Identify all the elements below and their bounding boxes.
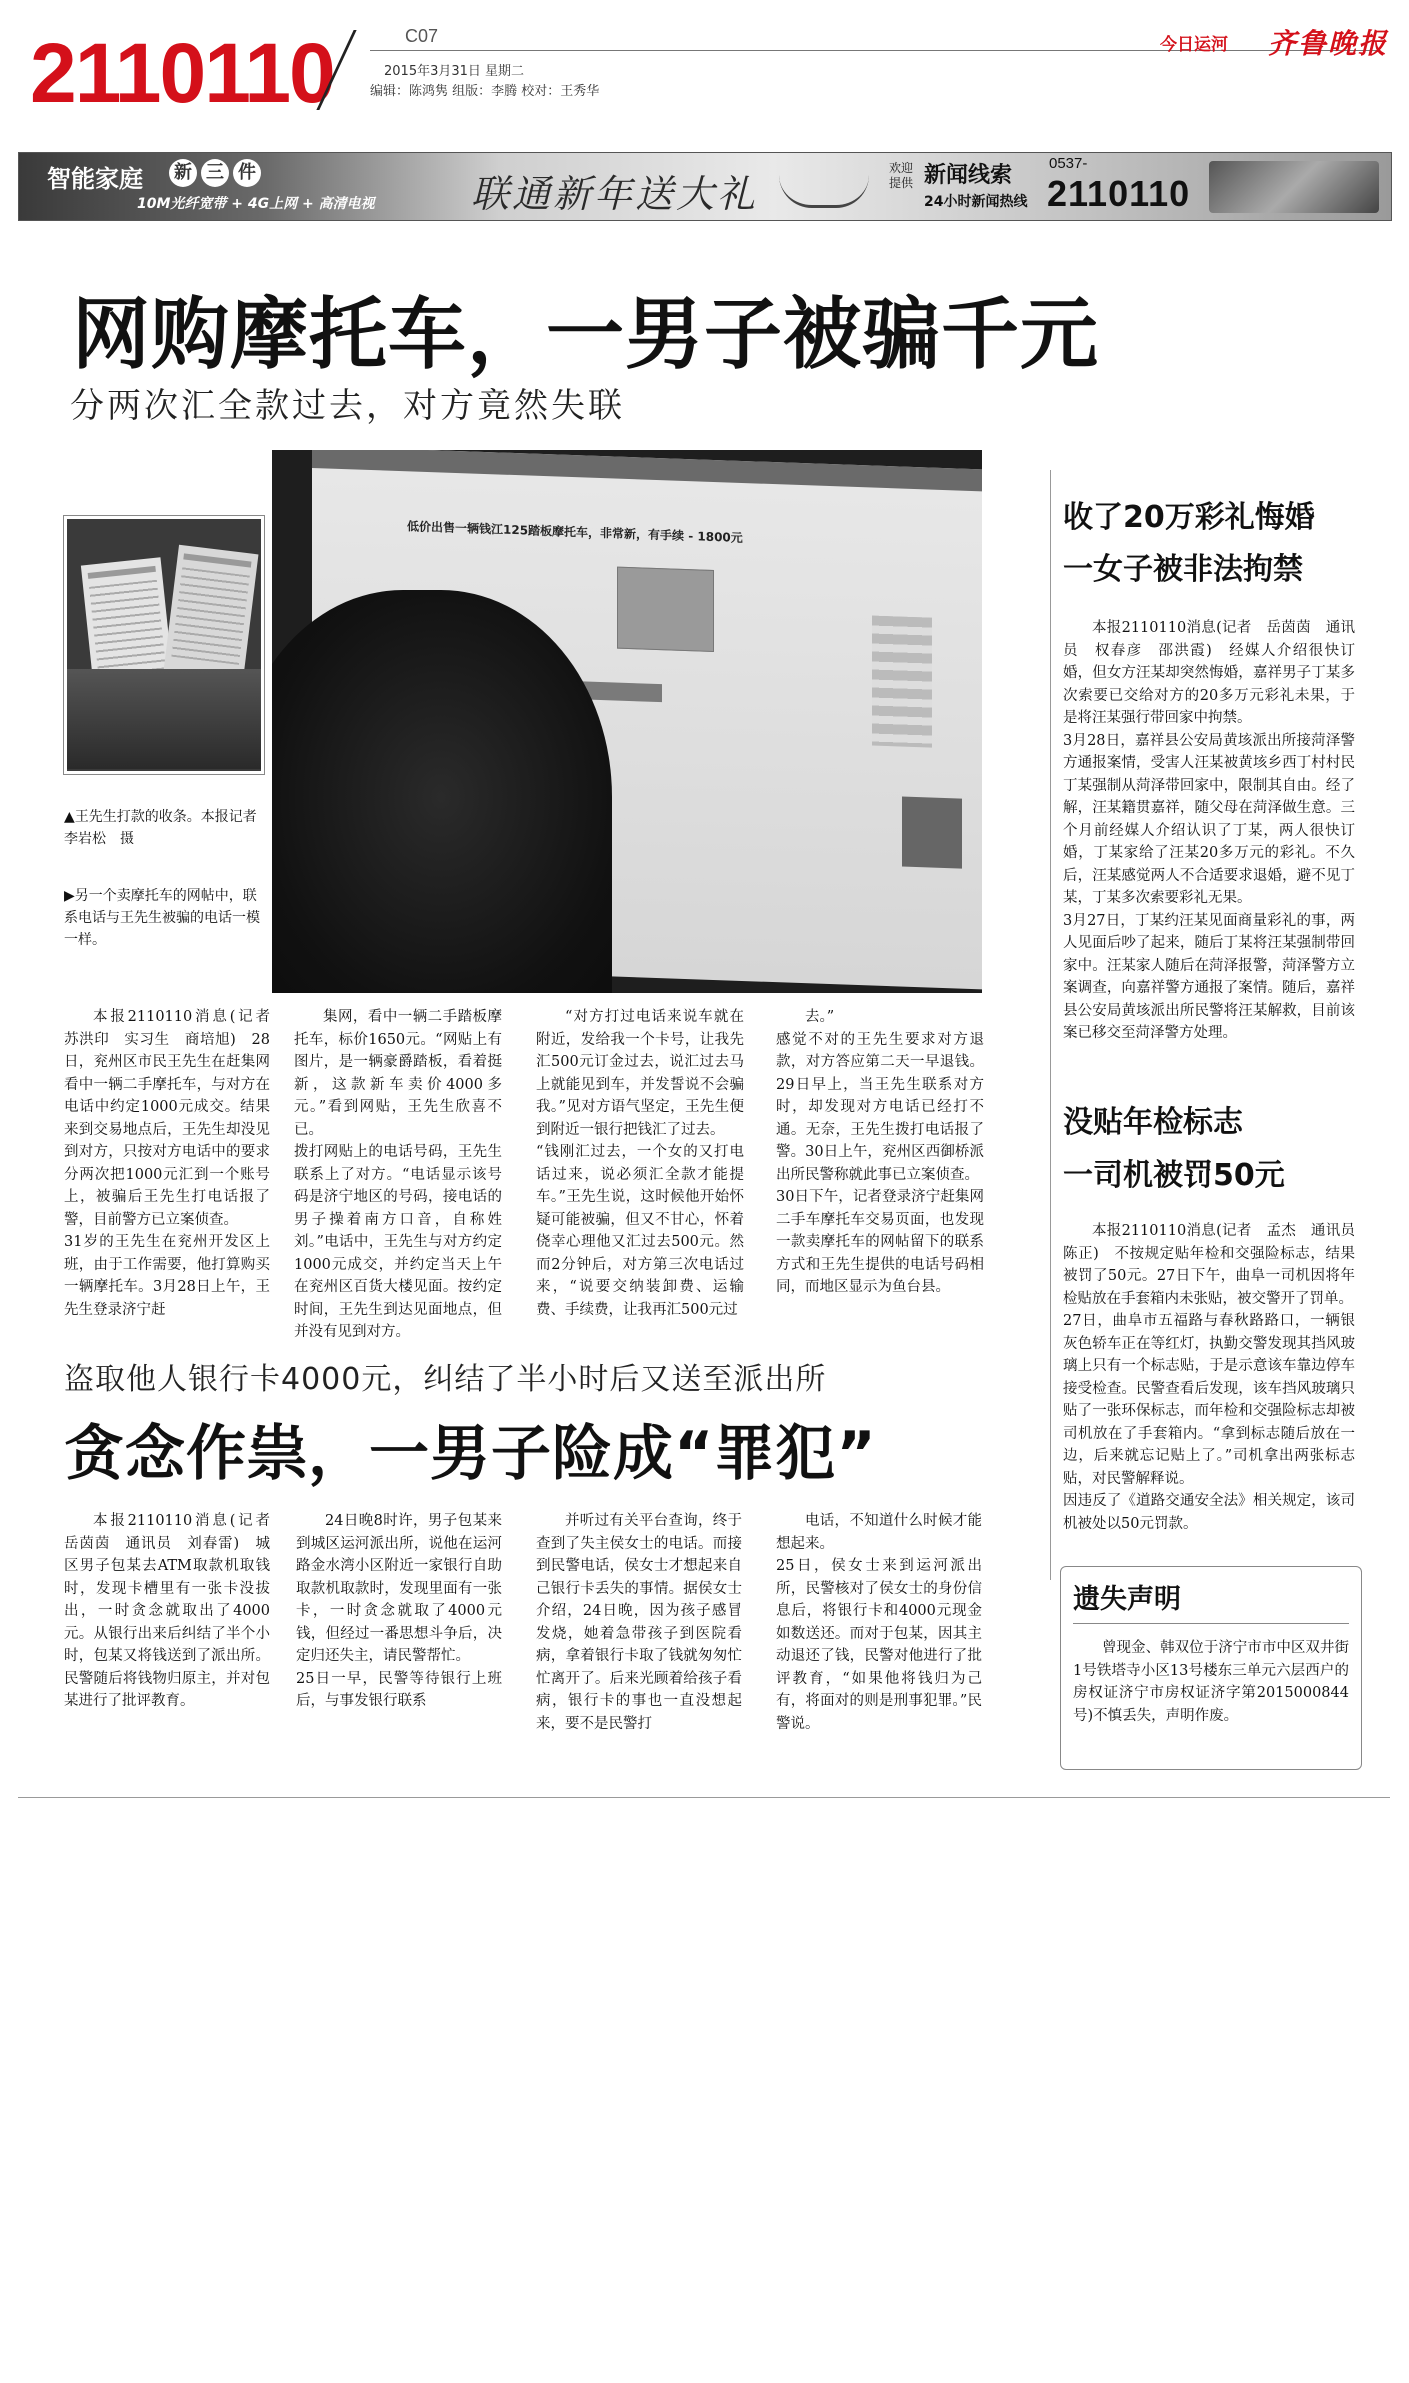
banner-welcome: 欢迎提供 (889, 161, 914, 190)
main-story-col-4 (776, 1006, 984, 1299)
banner-sub-items: 10M光纤宽带 + 4G上网 + 高清电视 (137, 196, 375, 212)
second-story-text-4: 电话，不知道什么时候才能想起来。 25日，侯女士来到运河派出所，民警核对了侯女士的身份信息后，将银行卡和4000元现金如数送还。而对于包某，因其主动退还了钱，民警对他进行了批评教育，“如果他将钱归为己有，将面对的则是刑事犯罪。”民警说。 (776, 1513, 982, 1732)
notice-text: 曾现金、韩双位于济宁市市中区双井街1号铁塔寺小区13号楼东三单元六层西户的房权证济宁市房权证济字第2015000844号)不慎丢失，声明作废。 (1073, 1640, 1349, 1724)
main-story-col-2 (294, 1006, 502, 1344)
masthead-top-rule (370, 50, 1380, 51)
screen-thumbnail (617, 567, 714, 652)
main-story-col-3 (536, 1006, 744, 1321)
sidebar2-body (1063, 1220, 1355, 1535)
screen-ad-image (902, 797, 962, 869)
sidebar2-text: 本报2110110消息(记者 孟杰 通讯员 陈正) 不按规定贴年检和交强险标志，结果被罚了50元。27日下午，曲阜一司机因将年检贴放在手套箱内未张贴，被交警开了罚单。 27日，曲阜市五福路与春秋路路口，一辆银灰色轿车正在等红灯，执勤交警发现其挡风玻璃上只有一个标志贴，于是示意该车靠边停车接受检查。民警查看后发现，该车挡风玻璃只贴了一张环保标志，而年检和交强险标志却被司机放在了手套箱内。“拿到标志随后放在一边，后来就忘记贴上了。”司机拿出两张标志贴，对民警解释说。 因违反了《道路交通安全法》相关规定，该司机被处以50元罚款。 (1063, 1223, 1355, 1532)
section-label: 今日运河 (1160, 35, 1228, 55)
second-story-kicker: 盗取他人银行卡4000元，纠结了半小时后又送至派出所 (64, 1362, 827, 1397)
second-story-text-2: 24日晚8时许，男子包某来到城区运河派出所，说他在运河路金水湾小区附近一家银行自助取款机取款时，发现里面有一张卡，一时贪念就取了4000元钱，但经过一番思想斗争后，决定归还失主，请民警帮忙。 25日一早，民警等待银行上班后，与事发银行联系 (296, 1513, 502, 1709)
main-subheadline: 分两次汇全款过去，对方竟然失联 (70, 386, 625, 426)
banner-badge-piece: 件 (233, 159, 261, 187)
second-story-col-4 (776, 1510, 982, 1735)
sidebar1-body (1063, 617, 1355, 1045)
banner-badge-new: 新 (169, 159, 197, 187)
sidebar1-text: 本报2110110消息(记者 岳茵茵 通讯员 权春彦 邵洪霞) 经媒人介绍很快订婚，但女方汪某却突然悔婚，嘉祥男子丁某多次索要已交给对方的20多万元彩礼未果，于是将汪某强行带回家中拘禁。 3月28日，嘉祥县公安局黄垓派出所接菏泽警方通报案情，受害人汪某被黄垓乡西丁村村民丁某强制从菏泽带回家中，限制其自由。经了解，汪某籍贯嘉祥，随父母在菏泽做生意。三个月前经媒人介绍认识了丁某，两人很快订婚，丁某家给了汪某20多万元的彩礼。不久后，汪某感觉两人不合适要求退婚，避不见丁某，丁某多次索要彩礼无果。 3月27日，丁某约汪某见面商量彩礼的事，两人见面后吵了起来，随后丁某将汪某强制带回家中。汪某家人随后在菏泽报警，菏泽警方立案调查，向嘉祥警方通报了案情。随后，嘉祥县公安局黄垓派出所民警将汪某解救，目前该案已移交至菏泽警方处理。 (1063, 620, 1355, 1041)
inset-photo-receipts (64, 516, 264, 774)
banner-badge-three: 三 (201, 159, 229, 187)
photo2-caption: ▶另一个卖摩托车的网帖中，联系电话与王先生被骗的电话一模一样。 (64, 888, 260, 948)
date-line: 2015年3月31日 星期二 (384, 64, 525, 79)
banner-phone: 2110110 (1047, 173, 1191, 214)
banner-news-hotline-label: 新闻线索 (924, 163, 1013, 188)
banner-hotline-sub: 24小时新闻热线 (924, 194, 1028, 210)
paper-name-logo: 齐鲁晚报 (1268, 27, 1389, 60)
inset-photo-caption: ▲王先生打款的收条。本报记者 李岩松 摄 (64, 809, 271, 847)
sidebar2-headline-line2: 一司机被罚50元 (1063, 1158, 1285, 1193)
screen-right-list (872, 616, 932, 748)
second-story-headline: 贪念作祟，一男子险成“罪犯” (64, 1419, 877, 1489)
second-story-col-1 (64, 1510, 285, 1713)
banner-area-code: 0537- (1049, 155, 1088, 172)
screen-listing-title: 低价出售一辆钱江125踏板摩托车，非常新，有手续 - 1800元 (407, 519, 743, 545)
sidebar2-headline-line1: 没贴年检标志 (1063, 1105, 1243, 1140)
notice-title-rule (1073, 1623, 1349, 1624)
page-bottom-rule (18, 1797, 1390, 1798)
main-headline: 网购摩托车，一男子被骗千元 (72, 290, 1100, 380)
main-story-text-2: 集网，看中一辆二手踏板摩托车，标价1650元。“网贴上有图片，是一辆豪爵踏板，看着挺新，这款新车卖价4000多元。”看到网贴，王先生欣喜不已。 拨打网贴上的电话号码，王先生联系上了对方。“电话显示该号码是济宁地区的号码，接电话的男子操着南方口音，自称姓刘。”电话中，王先生与对方约定1000元成交，并约定当天上午在兖州区百货大楼见面。按约定时间，王先生到达见面地点，但并没有见到对方。 (294, 1009, 502, 1340)
banner-ad[interactable] (18, 152, 1392, 221)
notice-title: 遗失声明 (1073, 1584, 1181, 1615)
main-story-text-3: “对方打过电话来说车就在附近，发给我一个卡号，让我先汇500元订金过去，说汇过去马上就能见到车，并发誓说不会骗我。”见对方语气坚定，王先生便到附近一银行把钱汇了过去。 “钱刚汇过去，一个女的又打电话过来，说必须汇全款才能提车。”王先生说，这时候他开始怀疑可能被骗，但又不甘心，怀着侥幸心理他又汇过去500元。然而2分钟后，对方第三次电话过来，“说要交纳装卸费、运输费、手续费，让我再汇500元过 (536, 1009, 744, 1318)
second-story-text-1: 本报2110110消息(记者 岳茵茵 通讯员 刘春雷) 城区男子包某去ATM取款机取钱时，发现卡槽里有一张卡没拔出，一时贪念就取出了4000元。从银行出来后纠结了半个小时，包某又将钱送到了派出所。民警随后将钱物归原主，并对包某进行了批评教育。 (64, 1513, 285, 1709)
hotline-number: 2110110 (30, 26, 334, 120)
hand-image (67, 669, 261, 769)
sidebar1-headline-line2: 一女子被非法拘禁 (1063, 552, 1303, 587)
page-code: C07 (405, 26, 439, 46)
person-silhouette (272, 590, 612, 993)
banner-devices-image (1209, 161, 1379, 213)
second-story-text-3: 并听过有关平台查询，终于查到了失主侯女士的电话。而接到民警电话，侯女士才想起来自己银行卡丢失的事情。据侯女士介绍，24日晚，因为孩子感冒发烧，她着急带孩子到医院看病，拿着银行卡取了钱就匆匆忙忙离开了。后来光顾着给孩子看病，银行卡的事也一直没想起来，要不是民警打 (536, 1513, 742, 1732)
main-story-text-4: 去。” 感觉不对的王先生要求对方退款，对方答应第二天一早退钱。29日早上，当王先生联系对方时，却发现对方电话已经打不通。无奈，王先生拨打电话报了警。30日上午，兖州区西御桥派出所民警称就此事已立案侦查。 30日下午，记者登录济宁赶集网二手车摩托车交易页面，也发现一款卖摩托车的网帖留下的联系方式和王先生提供的电话号码相同，而地区显示为鱼台县。 (776, 1009, 984, 1295)
banner-slogan: 联通新年送大礼 (471, 172, 759, 216)
main-photo-screen (272, 450, 982, 993)
second-story-col-3 (536, 1510, 742, 1735)
screen-nav-bar (312, 450, 982, 492)
second-story-col-2 (296, 1510, 502, 1713)
sidebar1-headline-line1: 收了20万彩礼悔婚 (1063, 500, 1315, 535)
banner-left-title: 智能家庭 (47, 165, 143, 193)
notice-box (1060, 1566, 1362, 1770)
banner-swoosh-icon (779, 175, 869, 208)
main-story-col-1 (64, 1006, 270, 1321)
main-story-text-1: 本报2110110消息(记者 苏洪印 实习生 商培旭) 28日，兖州区市民王先生在赶集网看中一辆二手摩托车，与对方在电话中约定1000元成交。结果来到交易地点后，王先生却没见到对方，只按对方电话中的要求分两次把1000元汇到一个账号上，被骗后王先生打电话报了警，目前警方已立案侦查。 31岁的王先生在兖州开发区上班，由于工作需要，他打算购买一辆摩托车。3月28日上午，王先生登录济宁赶 (64, 1009, 270, 1318)
sidebar-divider (1050, 470, 1051, 1580)
editor-line: 编辑：陈鸿隽 组版：李腾 校对：王秀华 (370, 84, 600, 99)
